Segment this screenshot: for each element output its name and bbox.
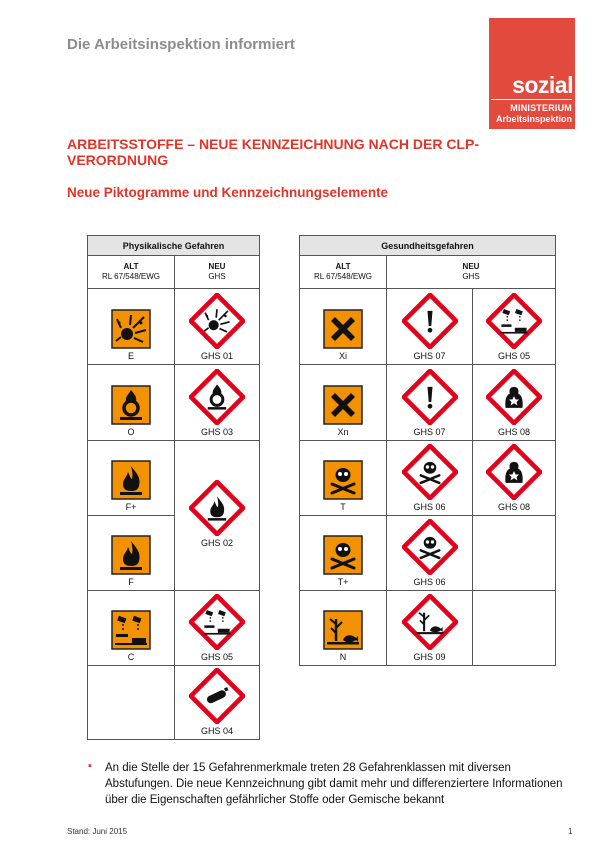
environment-ghs-icon [402, 594, 458, 650]
page-title: ARBEITSSTOFFE – NEUE KENNZEICHNUNG NACH DER CLP-VERORDNUNG [67, 136, 479, 168]
ghs-label: GHS 04 [200, 726, 233, 736]
new-cell-ghs09 [387, 591, 473, 666]
ghs-label: GHS 01 [200, 351, 233, 361]
new-cell-ghs01 [175, 289, 260, 365]
old-cell-n [300, 591, 387, 666]
skull-ghs-icon [402, 444, 458, 500]
oxidizing-ghs-icon [189, 369, 245, 425]
new-cell-ghs07 [387, 365, 473, 441]
physical-heading: Physikalische Gefahren [88, 236, 260, 256]
old-label: N [339, 652, 347, 662]
physical-new-header [175, 256, 260, 289]
explosive-old-icon [111, 309, 151, 349]
footer-date: Stand: Juni 2015 [67, 827, 128, 836]
flammable-ghs-icon [189, 480, 245, 536]
corrosive-ghs-icon [486, 293, 542, 349]
new-cell-ghs06 [387, 441, 473, 516]
new-cell-ghs04 [175, 666, 260, 740]
header-org-text: Die Arbeitsinspektion informiert [67, 36, 295, 53]
health-hazards-table [299, 235, 556, 666]
physical-alt-header [88, 256, 175, 289]
ghs-label: GHS 07 [413, 427, 446, 437]
old-label: F+ [125, 502, 137, 512]
ghs-label: GHS 07 [413, 351, 446, 361]
new-cell-ghs05 [473, 289, 556, 365]
old-cell-empty [88, 666, 175, 740]
new-cell-ghs03 [175, 365, 260, 441]
flammable-old-icon [111, 535, 151, 575]
old-cell-t [300, 441, 387, 516]
old-cell-e [88, 289, 175, 365]
logo-divider [491, 99, 572, 100]
new-cell-empty [473, 516, 556, 591]
new-sub: GHS [208, 272, 226, 281]
new-cell-ghs02 [175, 441, 260, 591]
new-cell-ghs07 [387, 289, 473, 365]
health-alt-header [300, 256, 387, 289]
flammable-old-icon [111, 460, 151, 500]
very-toxic-old-icon [323, 535, 363, 575]
new-cell-ghs08 [473, 365, 556, 441]
old-label: E [127, 351, 134, 361]
environment-old-icon [323, 610, 363, 650]
alt-sub: RL 67/548/EWG [314, 272, 372, 281]
alt-label: ALT [335, 262, 351, 271]
new-cell-ghs08 [473, 441, 556, 516]
new-cell-empty [473, 591, 556, 666]
old-label: Xn [337, 427, 349, 437]
logo-line2: Arbeitsinspektion [495, 114, 572, 124]
old-cell-o [88, 365, 175, 441]
ghs-label: GHS 03 [200, 427, 233, 437]
old-cell-c [88, 591, 175, 666]
bullet-marker: ▪ [88, 760, 92, 772]
toxic-old-icon [323, 460, 363, 500]
old-label: O [127, 427, 135, 437]
health-new-header [387, 256, 556, 289]
alt-label: ALT [123, 262, 139, 271]
health-heading: Gesundheitsgefahren [300, 236, 556, 256]
harmful-old-icon [323, 385, 363, 425]
old-cell-f [88, 516, 175, 591]
explosive-ghs-icon [189, 293, 245, 349]
ghs-label: GHS 08 [497, 502, 530, 512]
page-subtitle: Neue Piktogramme und Kennzeichnungselemente [67, 185, 389, 200]
ghs-label: GHS 06 [413, 502, 446, 512]
new-sub: GHS [462, 272, 480, 281]
new-cell-ghs05 [175, 591, 260, 666]
exclamation-ghs-icon [402, 369, 458, 425]
old-label: C [127, 652, 135, 662]
gas-cylinder-ghs-icon [189, 668, 245, 724]
old-label: T+ [337, 577, 349, 587]
new-cell-ghs06 [387, 516, 473, 591]
old-cell-xi [300, 289, 387, 365]
health-hazard-ghs-icon [486, 369, 542, 425]
ministry-logo [489, 18, 575, 129]
old-cell-tplus [300, 516, 387, 591]
old-label: F [128, 577, 134, 587]
corrosive-ghs-icon [189, 594, 245, 650]
irritant-old-icon [323, 309, 363, 349]
alt-sub: RL 67/548/EWG [102, 272, 160, 281]
new-label: NEU [208, 262, 226, 271]
ghs-label: GHS 02 [200, 538, 233, 548]
ghs-label: GHS 06 [413, 577, 446, 587]
old-label: Xi [338, 351, 347, 361]
old-cell-fplus [88, 441, 175, 516]
exclamation-ghs-icon [402, 293, 458, 349]
logo-line1: MINISTERIUM [510, 103, 572, 113]
logo-word: sozial [512, 72, 573, 98]
health-hazard-ghs-icon [486, 444, 542, 500]
corrosive-old-icon [111, 610, 151, 650]
oxidizing-old-icon [111, 385, 151, 425]
ghs-label: GHS 08 [497, 427, 530, 437]
ghs-label: GHS 05 [497, 351, 530, 361]
old-cell-xn [300, 365, 387, 441]
ghs-label: GHS 05 [200, 652, 233, 662]
skull-ghs-icon [402, 519, 458, 575]
bullet-text: An die Stelle der 15 Gefahrenmerkmale treten 28 Gefahrenklassen mit diversen Abstufungen. Die neue Kennzeichnung gibt damit mehr und differenziertere Informationen über die Eigenschaften gefährlicher Stoffe oder Gemische bekannt [105, 762, 563, 806]
physical-hazards-table [87, 235, 260, 740]
old-label: T [340, 502, 346, 512]
ghs-label: GHS 09 [413, 652, 446, 662]
new-label: NEU [462, 262, 480, 271]
footer-page-number: 1 [568, 827, 573, 836]
